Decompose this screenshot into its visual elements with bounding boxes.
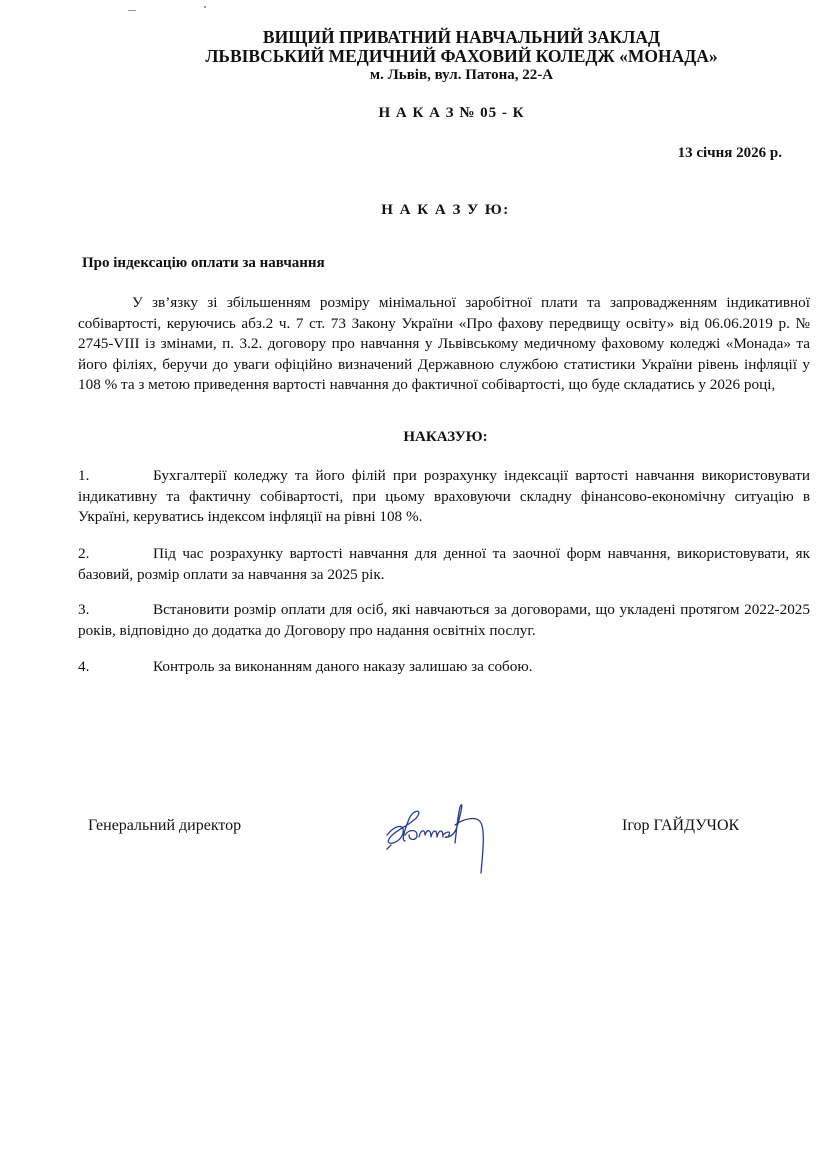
decree-heading: НАКАЗУЮ: xyxy=(403,429,488,445)
order-subject: Про індексацію оплати за навчання xyxy=(82,255,325,271)
item-number: 3. xyxy=(78,601,90,618)
institution-name-line1: ВИЩИЙ ПРИВАТНИЙ НАВЧАЛЬНИЙ ЗАКЛАД xyxy=(262,27,661,47)
item-number: 4. xyxy=(78,658,90,675)
preamble-paragraph: У зв’язку зі збільшенням розміру мінімальної заробітної плати та запровадженням індикативної собівартості, керуючись абз.2 ч. 7 ст. 73 Закону України «Про фахову передвищу освіту» від 06.06.2019 р. № 2745-VIII із змінами, п. 3.2. договору про навчання у Львівському медичному фаховому коледжі «Монада» та його філіях, беручи до уваги офіційно визначений Державною службою статистики України рівень інфляції у 108 % та з метою приведення вартості навчання до фактичної собівартості, що буде складатись у 2026 році, xyxy=(78,294,810,393)
handwritten-signature-icon xyxy=(365,795,515,885)
signatory-title: Генеральний директор xyxy=(88,817,242,834)
decree-item xyxy=(78,657,810,678)
order-date: 13 січня 2026 р. xyxy=(677,145,782,161)
decree-item xyxy=(78,600,810,641)
scan-artifact xyxy=(204,6,206,8)
signatory-name: Ігор ГАЙДУЧОК xyxy=(622,817,740,834)
item-text: Контроль за виконанням даного наказу залишаю за собою. xyxy=(153,658,533,675)
item-number: 2. xyxy=(78,545,90,562)
item-number: 1. xyxy=(78,467,90,484)
institution-address: м. Львів, вул. Патона, 22-А xyxy=(369,67,554,83)
scan-artifact xyxy=(128,10,136,11)
item-text: Під час розрахунку вартості навчання для денної та заочної форм навчання, використовувати, як базовий, розмір оплати за навчання за 2025 рік. xyxy=(78,545,810,583)
institution-name-line2: ЛЬВІВСЬКИЙ МЕДИЧНИЙ ФАХОВИЙ КОЛЕДЖ «МОНАДА» xyxy=(205,46,718,66)
order-heading: Н А К А З У Ю: xyxy=(381,202,510,218)
item-text: Бухгалтерії коледжу та його філій при розрахунку індексації вартості навчання використовувати індикативну та фактичну собівартості, при цьому враховуючи складну фінансово-економічну ситуацію в Україні, керуватись індексом інфляції на рівні 108 %. xyxy=(78,467,810,525)
signature-block xyxy=(0,815,827,885)
decree-item xyxy=(78,544,810,585)
decree-item xyxy=(78,466,810,528)
item-text: Встановити розмір оплати для осіб, які навчаються за договорами, що укладені протягом 2022-2025 років, відповідно до додатка до Договору про надання освітніх послуг. xyxy=(78,601,810,639)
order-number: Н А К А З № 05 - К xyxy=(378,105,525,121)
